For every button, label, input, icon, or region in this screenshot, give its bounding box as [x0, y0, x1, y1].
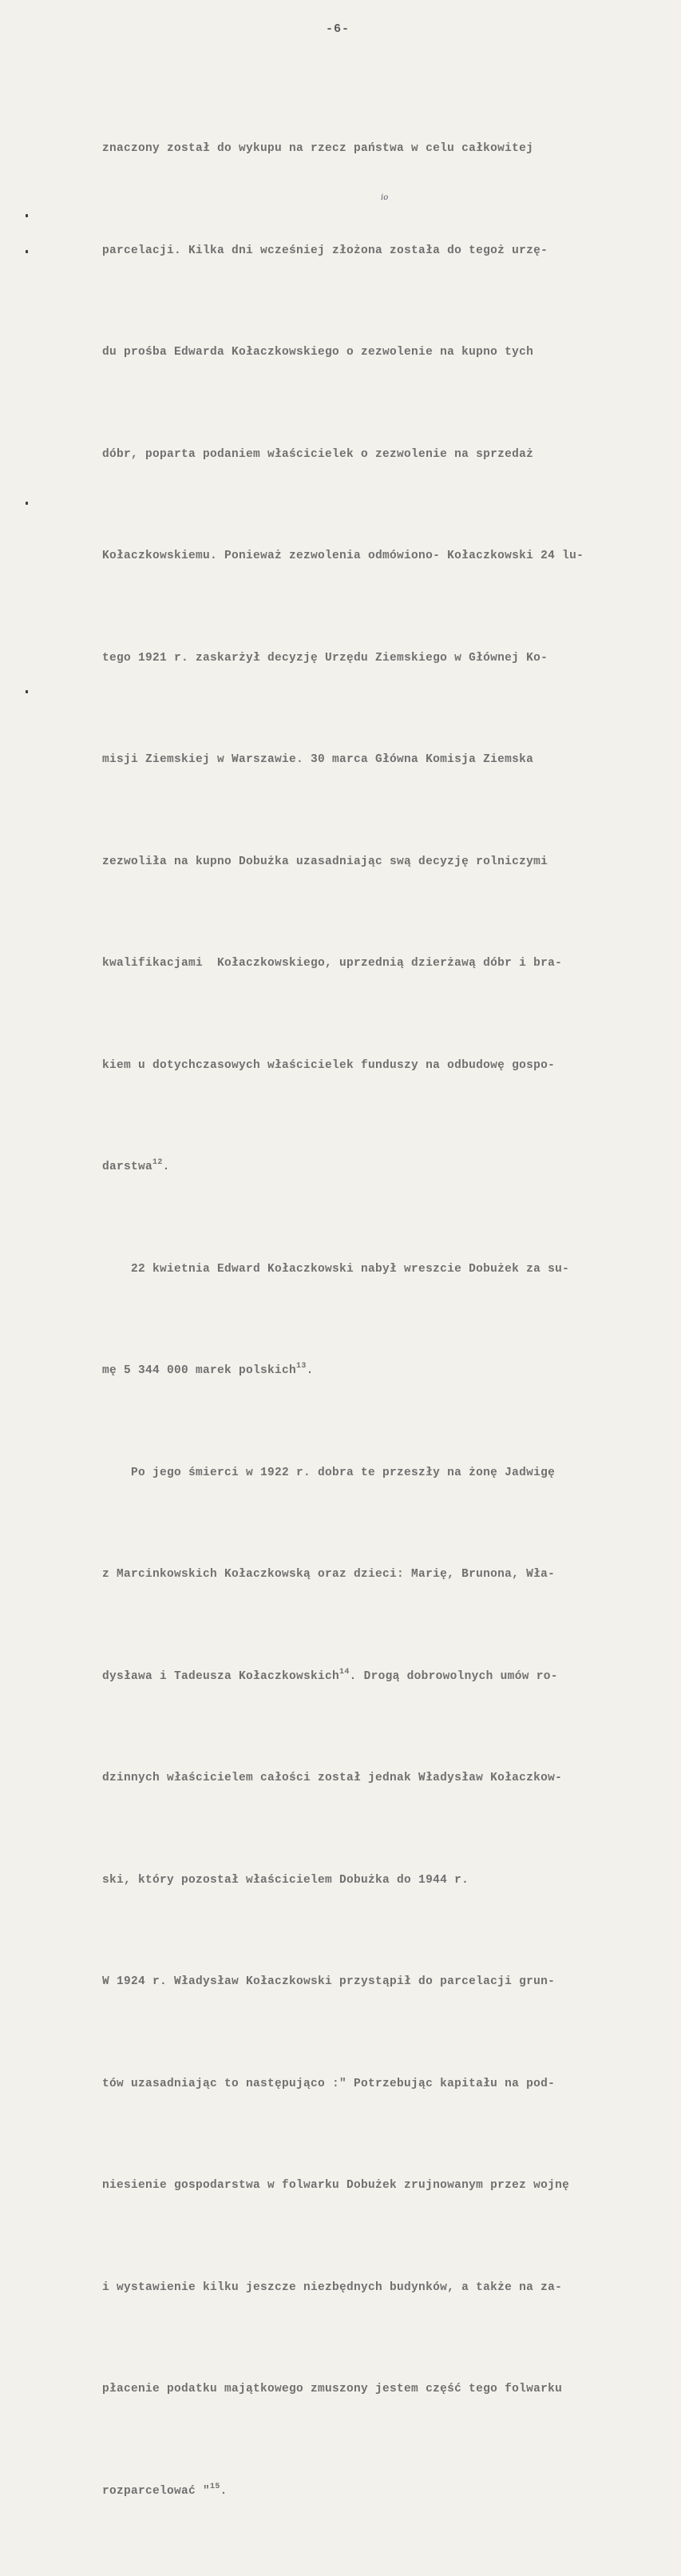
line-text: dysława i Tadeusza Kołaczkowskich	[102, 1669, 340, 1683]
handwritten-correction: io	[381, 193, 389, 202]
line-text: du prośba Edwarda Kołaczkowskiego o zezwolenie na kupno tych	[102, 346, 534, 359]
body-text	[102, 64, 637, 2576]
line-text: Kołaczkowskiemu. Ponieważ zezwolenia odmówiono- Kołaczkowski 24 lu-	[102, 550, 584, 562]
line-text: 22 kwietnia Edward Kołaczkowski nabył wreszcie Dobużek za su-	[102, 1262, 570, 1276]
footnote-ref: 15	[210, 2482, 220, 2491]
line-text: . Drogą dobrowolnych umów ro-	[349, 1669, 558, 1683]
text-line	[102, 2271, 637, 2305]
text-line	[102, 2475, 637, 2509]
line-text: dzinnych właścicielem całości został jednak Władysław Kołaczkow-	[102, 1772, 563, 1784]
text-line	[102, 539, 637, 574]
page-number: -6-	[326, 22, 350, 36]
line-text: mę 5 344 000 marek polskich	[102, 1364, 297, 1377]
line-text: W 1924 r. Władysław Kołaczkowski przystąpił do parcelacji grun-	[102, 1975, 556, 1988]
text-line	[102, 1252, 637, 1287]
line-text: darstwa	[102, 1161, 153, 1173]
margin-punch-mark	[26, 214, 28, 217]
line-text: zezwoliła na kupno Dobużka uzasadniając swą decyzję rolniczymi	[102, 855, 548, 868]
text-line	[102, 1965, 637, 1999]
line-text: tów uzasadniając to następująco :" Potrzebując kapitału na pod-	[102, 2077, 556, 2090]
line-text: .	[220, 2484, 228, 2498]
line-text: kwalifikacjami Kołaczkowskiego, uprzednią dzierżawą dóbr i bra-	[102, 957, 563, 970]
line-text: misji Ziemskiej w Warszawie. 30 marca Główna Komisja Ziemska	[102, 753, 534, 766]
text-line	[102, 234, 637, 268]
margin-punch-mark	[26, 250, 28, 253]
footnote-ref: 13	[296, 1362, 307, 1371]
text-line	[102, 1864, 637, 1898]
text-line	[102, 2067, 637, 2102]
text-line	[102, 2169, 637, 2203]
text-line	[102, 438, 637, 472]
text-line	[102, 1558, 637, 1592]
text-line	[102, 743, 637, 777]
text-line	[102, 335, 637, 370]
text-line	[102, 1761, 637, 1796]
line-text: niesienie gospodarstwa w folwarku Dobużek zrujnowanym przez wojnę	[102, 2179, 570, 2192]
text-line	[102, 947, 637, 981]
text-line	[102, 2372, 637, 2407]
line-text: ski, który pozostał właścicielem Dobużka do 1944 r.	[102, 1873, 469, 1887]
margin-punch-mark	[26, 690, 28, 693]
line-text: z Marcinkowskich Kołaczkowską oraz dzieci: Marię, Brunona, Wła-	[102, 1568, 556, 1581]
text-line	[102, 845, 637, 879]
line-text: znaczony został do wykupu na rzecz państwa w celu całkowitej	[102, 142, 534, 155]
line-text: tego 1921 r. zaskarżył decyzję Urzędu Ziemskiego w Głównej Ko-	[102, 651, 548, 665]
margin-punch-mark	[26, 502, 28, 505]
line-text: parcelacji. Kilka dni wcześniej złożona została do tegoż urzę-	[102, 244, 548, 257]
text-line	[102, 132, 637, 166]
text-line	[102, 1150, 637, 1185]
footnote-ref: 14	[339, 1667, 350, 1677]
text-line	[102, 1660, 637, 1694]
line-text: kiem u dotychczasowych właścicielek funduszy na odbudowę gospo-	[102, 1058, 556, 1072]
line-text: .	[306, 1364, 314, 1377]
text-line	[102, 1456, 637, 1490]
text-line	[102, 1354, 637, 1388]
line-text: rozparcelować "	[102, 2484, 211, 2498]
line-text: i wystawienie kilku jeszcze niezbędnych budynków, a także na za-	[102, 2280, 563, 2294]
footnote-ref: 12	[152, 1158, 163, 1167]
line-text: płacenie podatku majątkowego zmuszony jestem część tego folwarku	[102, 2383, 563, 2395]
line-text: .	[162, 1161, 170, 1173]
line-text: dóbr, poparta podaniem właścicielek o zezwolenie na sprzedaż	[102, 447, 534, 461]
text-line	[102, 641, 637, 676]
text-line	[102, 1049, 637, 1083]
line-text: Po jego śmierci w 1922 r. dobra te przeszły na żonę Jadwigę	[102, 1466, 556, 1479]
